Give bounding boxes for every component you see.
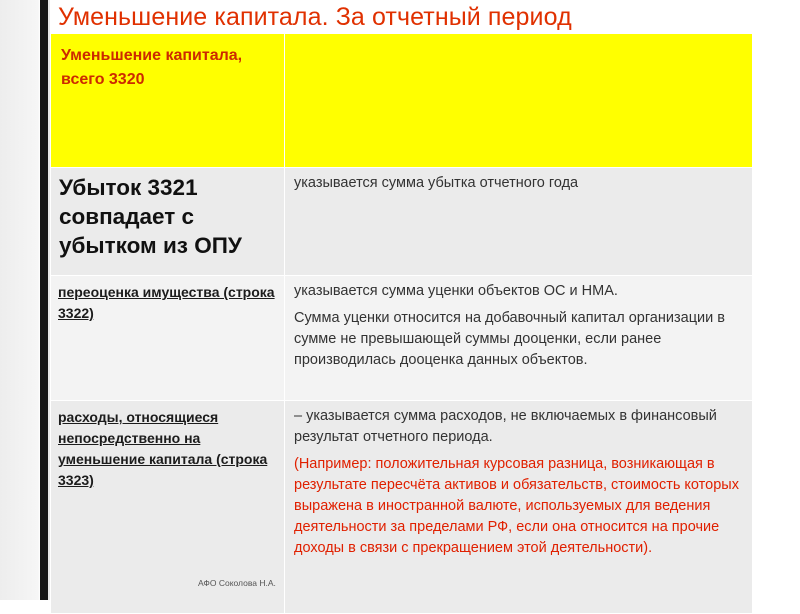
revaluation-description-cell xyxy=(285,276,753,401)
loss-description-cell xyxy=(285,168,753,276)
loss-description: указывается сумма убытка отчетного года xyxy=(294,175,579,191)
header-label: Уменьшение капитала, всего 3320 xyxy=(61,47,243,88)
table-row-header xyxy=(51,34,753,168)
capital-decrease-table xyxy=(50,33,753,614)
revaluation-label-cell xyxy=(51,276,285,401)
author-footer: АФО Соколова Н.А. xyxy=(198,578,276,588)
left-dark-stripe xyxy=(40,0,48,600)
expenses-description-cell xyxy=(285,401,753,614)
table-row-revaluation xyxy=(51,276,753,401)
header-label-cell xyxy=(51,34,285,168)
expenses-example-note: (Например: положительная курсовая разница, возникающая в результате пересчёта активов и обязательств, стоимость которых выражена в иностранной валюте, используемых для ведения деятельности за пределами РФ, если она относится на прочие доходы в связи с прекращением этой деятельности). xyxy=(294,456,739,556)
revaluation-label: переоценка имущества (строка 3322) xyxy=(58,284,275,321)
header-description-cell xyxy=(285,34,753,168)
loss-label: Убыток 3321 совпадает с убытком из ОПУ xyxy=(59,175,242,258)
revaluation-description-note: Сумма уценки относится на добавочный капитал организации в сумме не превышающей суммы дооценки, если ранее производилась дооценка данных объектов. xyxy=(294,310,725,368)
revaluation-description-line: указывается сумма уценки объектов ОС и НМА. xyxy=(294,283,618,299)
expenses-label: расходы, относящиеся непосредственно на уменьшение капитала (строка 3323) xyxy=(58,409,268,488)
table-row-loss xyxy=(51,168,753,276)
loss-label-cell xyxy=(51,168,285,276)
left-decor-panel xyxy=(0,0,40,600)
slide-title: Уменьшение капитала. За отчетный период xyxy=(58,3,572,31)
table-row-expenses xyxy=(51,401,753,614)
expenses-description-line: – указывается сумма расходов, не включаемых в финансовый результат отчетного периода. xyxy=(294,408,717,445)
